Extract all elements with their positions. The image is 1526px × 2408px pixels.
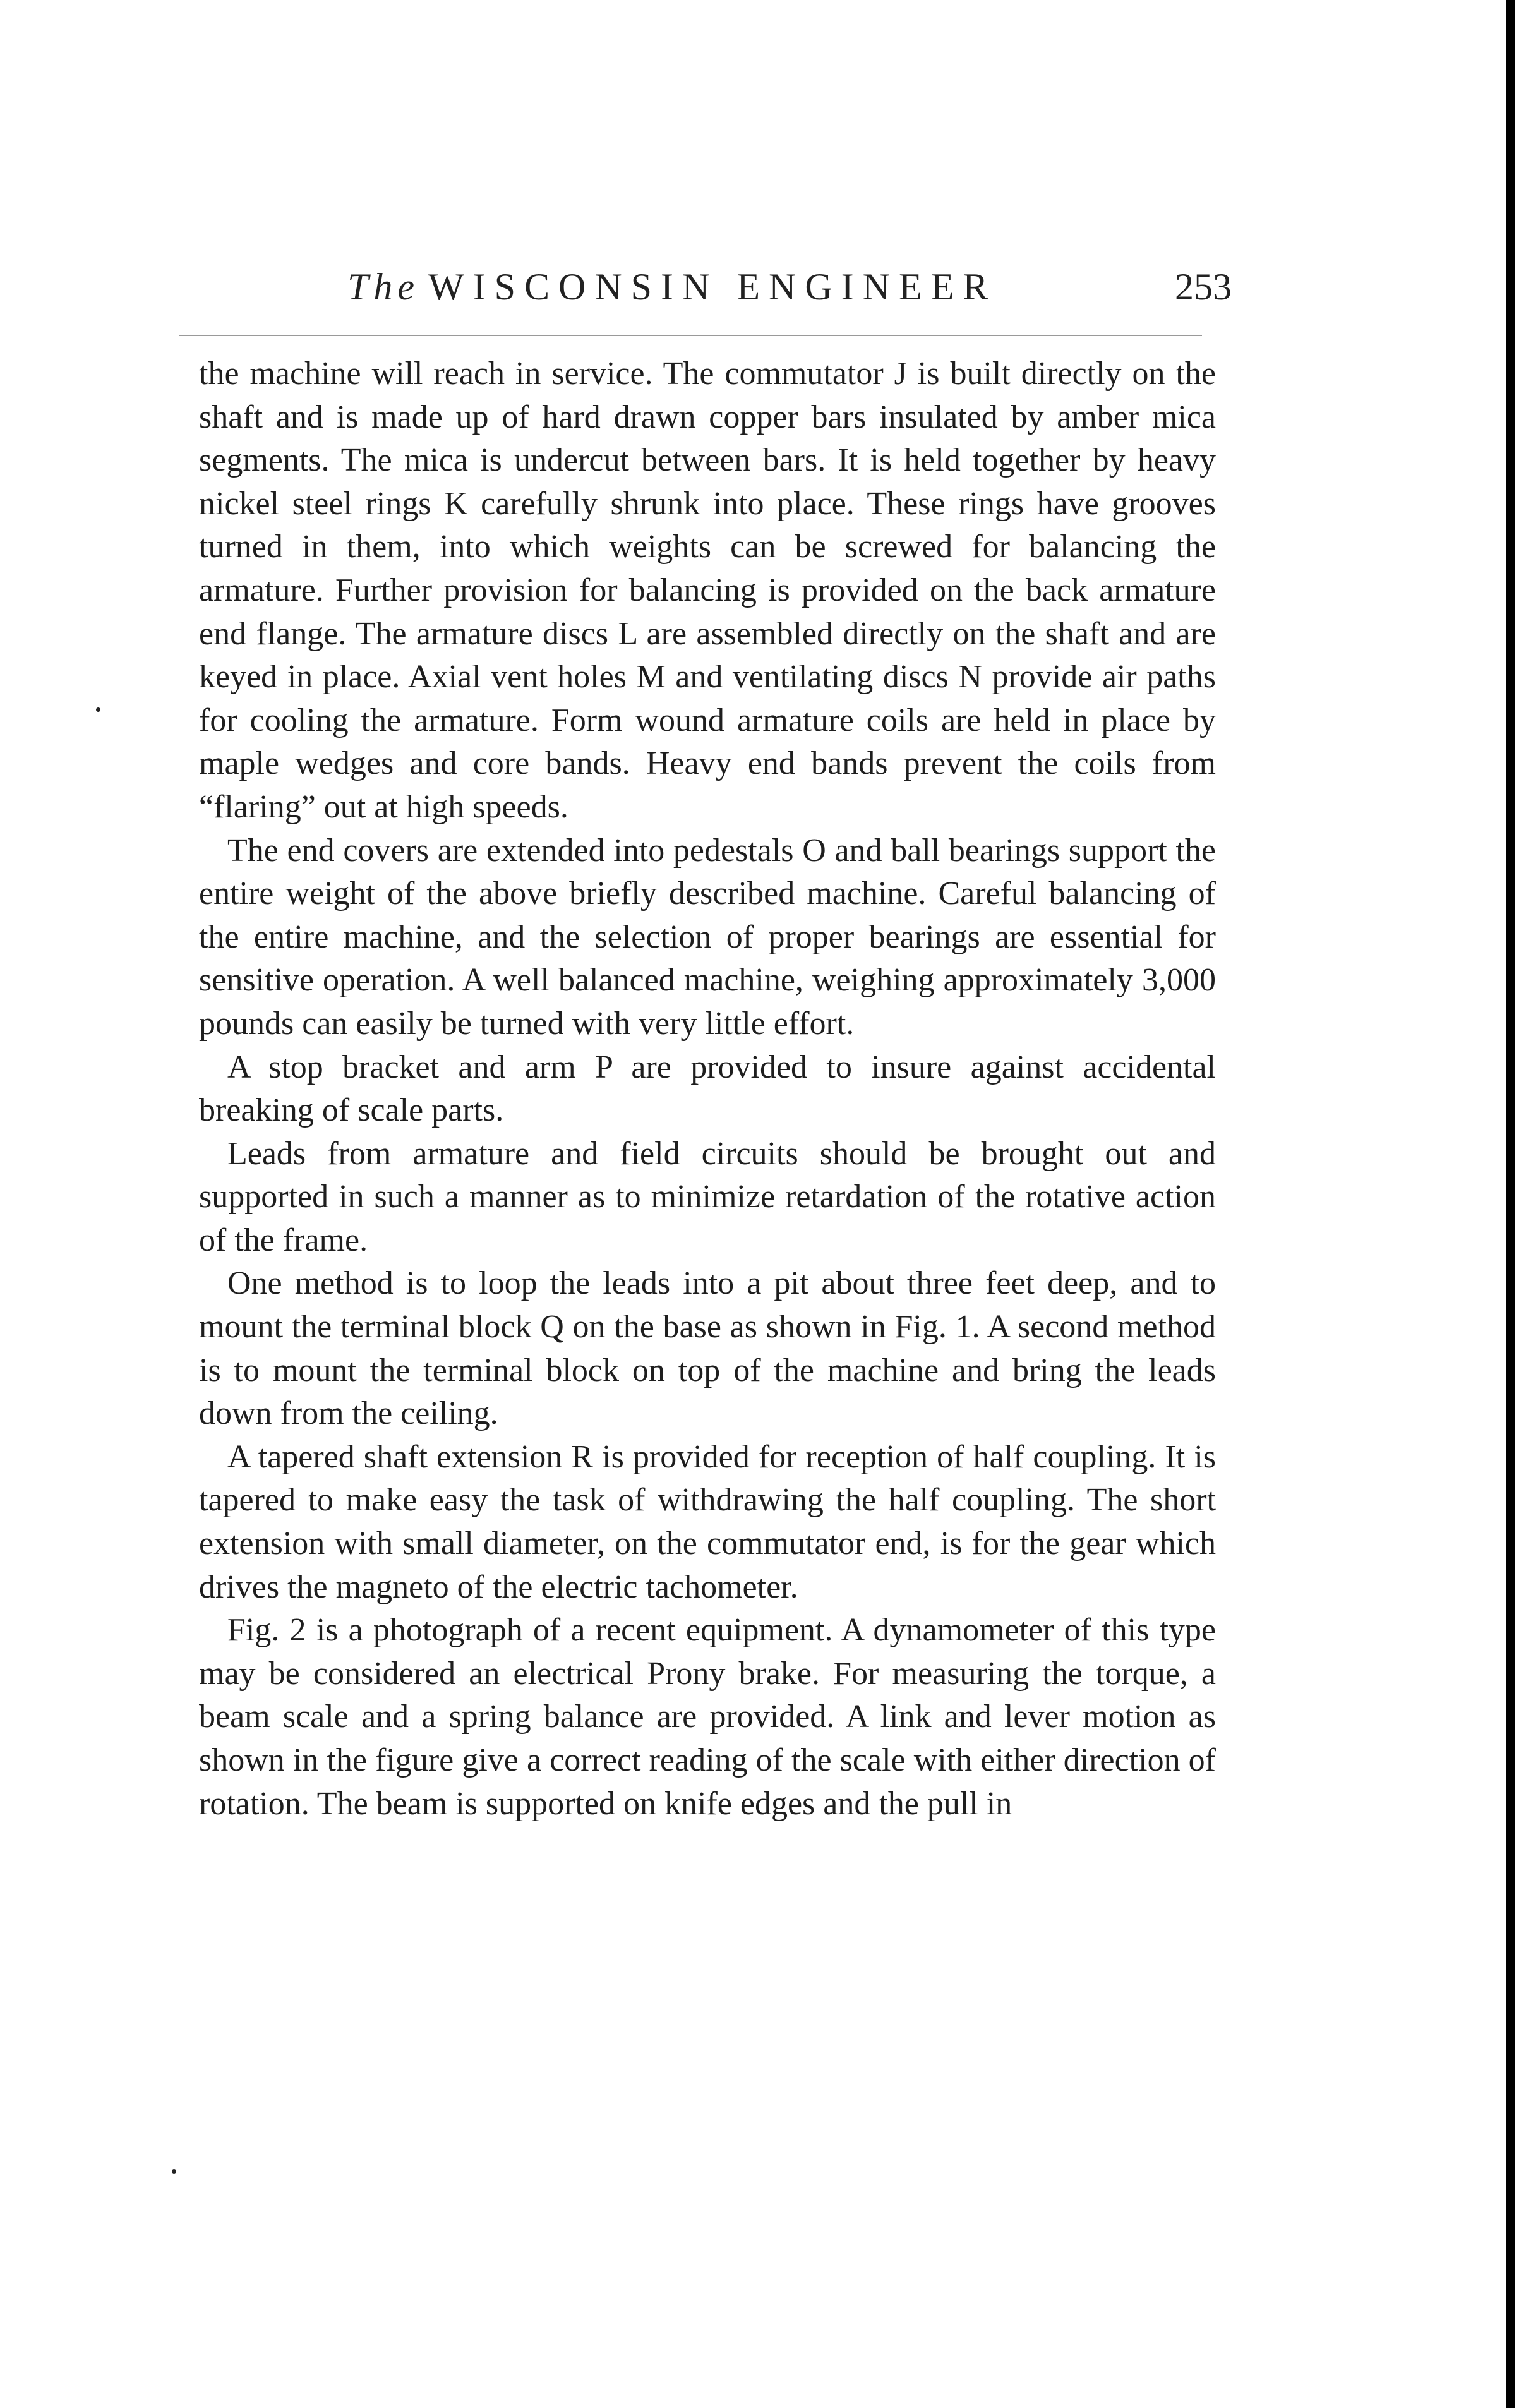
paragraph: A tapered shaft extension R is provided for reception of half coupling. It is tapered to make easy the task of withdrawing the half coupling. The short extension with small diameter, on the commutator end, is for the gear which drives the magneto of the electric tachometer.: [199, 1438, 1216, 1605]
scan-speck: [172, 2169, 176, 2174]
scan-speck: [96, 707, 100, 712]
paragraph: Fig. 2 is a photograph of a recent equipment. A dynamometer of this type may be considered an electrical Prony brake. For measuring the torque, a beam scale and a spring balance are provided. A link and lever motion as shown in the figure give a correct reading of the scale with either direction of rotation. The beam is supported on knife edges and the pull in: [199, 1612, 1216, 1822]
paragraph: Leads from armature and field circuits should be brought out and supported in such a manner as to minimize retardation of the rotative action of the frame.: [199, 1135, 1216, 1258]
paragraph: the machine will reach in service. The commutator J is built directly on the shaft and is made up of hard drawn copper bars insulated by amber mica segments. The mica is undercut between bars. It is held together by heavy nickel steel rings K carefully shrunk into place. These rings have grooves turned in them, into which weights can be screwed for balancing the armature. Further provision for balancing is provided on the back armature end flange. The armature discs L are assembled directly on the shaft and are keyed in place. Axial vent holes M and ventilating discs N provide air paths for cooling the armature. Form wound armature coils are held in place by maple wedges and core bands. Heavy end bands prevent the coils from “flaring” out at high speeds.: [199, 356, 1216, 825]
paragraph: A stop bracket and arm P are provided to insure against accidental breaking of scale parts.: [199, 1049, 1216, 1129]
journal-title-article: The: [347, 266, 419, 308]
paragraph: One method is to loop the leads into a pit about three feet deep, and to mount the terminal block Q on the base as shown in Fig. 1. A second method is to mount the terminal block on top of the machine and bring the leads down from the ceiling.: [199, 1265, 1216, 1432]
paragraph: The end covers are extended into pedestals O and ball bearings support the entire weight of the above briefly described machine. Careful balancing of the entire machine, and the selection of proper bearings are essential for sensitive operation. A well balanced machine, weighing approximately 3,000 pounds can easily be turned with very little effort.: [199, 832, 1216, 1042]
header-divider: [179, 335, 1202, 336]
journal-title-name: WISCONSIN ENGINEER: [428, 266, 997, 308]
running-header: [202, 265, 1232, 328]
scan-page-edge: [1506, 0, 1515, 2408]
journal-title: [347, 265, 997, 309]
page-number: 253: [1175, 266, 1232, 308]
article-body: [199, 352, 1216, 1826]
